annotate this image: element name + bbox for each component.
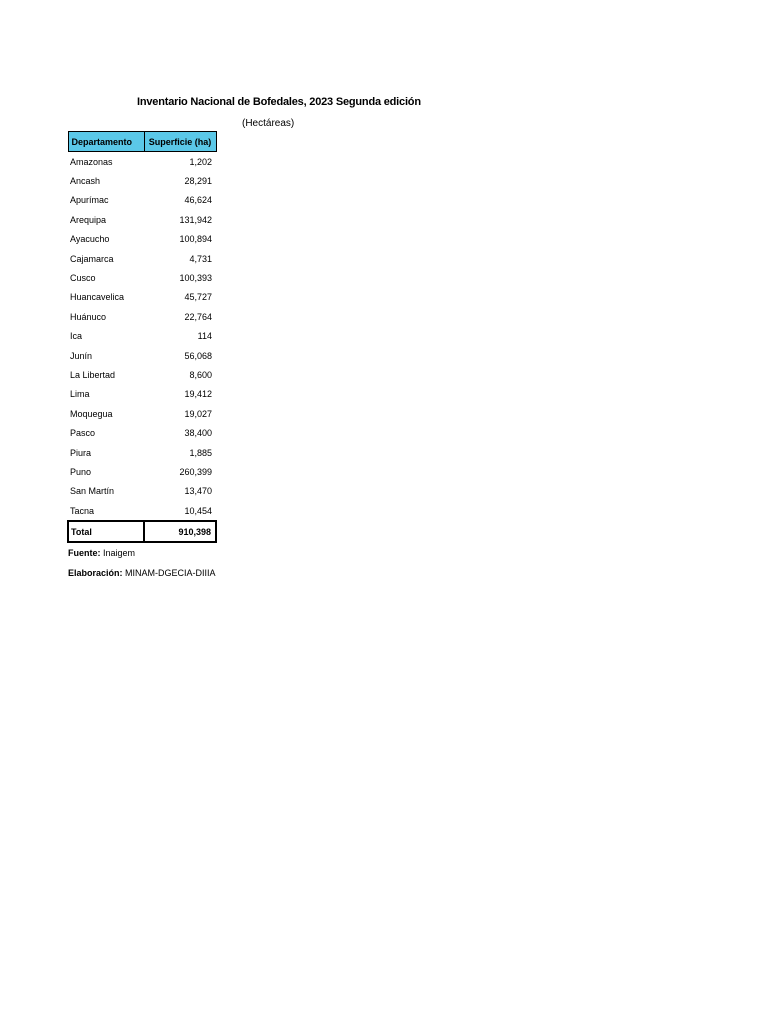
cell-superficie: 100,393 [179, 273, 212, 284]
table-row [68, 365, 216, 384]
cell-departamento: Apurímac [70, 195, 109, 206]
cell-departamento: Puno [70, 466, 92, 477]
cell-superficie: 1,202 [189, 156, 212, 167]
cell-departamento: Ica [70, 331, 83, 342]
cell-superficie: 38,400 [184, 428, 212, 439]
page-subtitle: (Hectáreas) [242, 118, 295, 129]
cell-superficie: 114 [197, 331, 212, 342]
cell-departamento: Amazonas [70, 156, 113, 167]
table-row [68, 152, 216, 172]
cell-superficie: 1,885 [189, 447, 212, 458]
cell-departamento: Ancash [70, 176, 101, 187]
cell-superficie: 260,399 [179, 466, 212, 477]
cell-superficie: 4,731 [189, 253, 212, 264]
header-departamento: Departamento [68, 132, 144, 152]
table-row [68, 404, 216, 423]
cell-departamento: Tacna [70, 505, 95, 516]
cell-departamento: Lima [70, 389, 90, 400]
table-row [68, 501, 216, 521]
source-value: Inaigem [103, 548, 136, 558]
total-value: 910,398 [144, 521, 216, 542]
cell-departamento: Junín [70, 350, 93, 361]
table-row [68, 423, 216, 442]
cell-superficie: 56,068 [184, 350, 212, 361]
table-row [68, 346, 216, 365]
cell-superficie: 45,727 [184, 292, 212, 303]
elaboration-note [68, 568, 216, 578]
cell-superficie: 19,412 [184, 389, 212, 400]
table-row [68, 443, 216, 462]
table-row [68, 462, 216, 481]
source-label: Fuente: [68, 548, 101, 558]
cell-departamento: Huánuco [70, 311, 107, 322]
cell-superficie: 46,624 [184, 195, 212, 206]
table-row [68, 268, 216, 287]
cell-departamento: Arequipa [70, 214, 107, 225]
cell-departamento: Ayacucho [70, 234, 110, 245]
table-row [68, 249, 216, 268]
cell-superficie: 22,764 [184, 311, 212, 322]
cell-superficie: 13,470 [184, 486, 212, 497]
cell-departamento: San Martín [70, 486, 115, 497]
cell-departamento: La Libertad [70, 369, 116, 380]
table-row [68, 385, 216, 404]
elaboration-label: Elaboración: [68, 568, 123, 578]
cell-superficie: 100,894 [179, 234, 212, 245]
cell-superficie: 131,942 [179, 214, 212, 225]
cell-departamento: Moquegua [70, 408, 113, 419]
table-row [68, 210, 216, 229]
cell-departamento: Pasco [70, 428, 96, 439]
table-row [68, 482, 216, 501]
table-row [68, 288, 216, 307]
page-title: Inventario Nacional de Bofedales, 2023 Segunda edición [137, 96, 421, 108]
table-header-row [68, 132, 216, 152]
table-row [68, 191, 216, 210]
cell-departamento: Cajamarca [70, 253, 114, 264]
total-label: Total [68, 521, 144, 542]
table-row [68, 230, 216, 249]
table-row [68, 327, 216, 346]
data-table [67, 131, 217, 543]
cell-superficie: 10,454 [184, 505, 212, 516]
cell-superficie: 8,600 [189, 369, 212, 380]
elaboration-value: MINAM-DGECIA-DIIIA [125, 568, 216, 578]
table-row [68, 307, 216, 326]
total-row [68, 521, 216, 542]
source-note [68, 548, 135, 558]
cell-departamento: Huancavelica [70, 292, 125, 303]
cell-departamento: Cusco [70, 273, 96, 284]
header-superficie: Superficie (ha) [144, 132, 216, 152]
cell-departamento: Piura [70, 447, 92, 458]
cell-superficie: 28,291 [184, 176, 212, 187]
table-row [68, 171, 216, 190]
cell-superficie: 19,027 [184, 408, 212, 419]
table-body [68, 152, 216, 522]
